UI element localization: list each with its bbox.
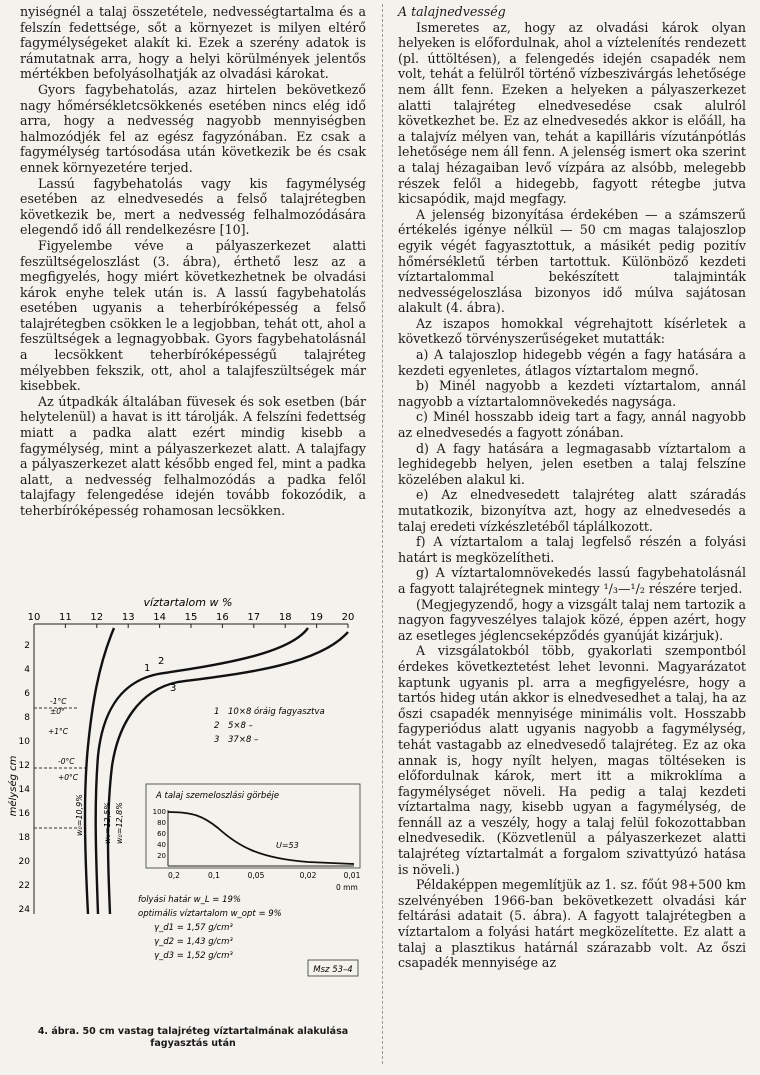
x-tick: 15 <box>184 612 198 623</box>
list-item: d) A fagy hatására a legmagasabb víztartalom a leghidegebb helyen, jelen esetben a talaj felszíne közelében alakul ki. <box>398 440 746 487</box>
inset-x-tick: 0,2 <box>168 871 180 880</box>
curve-label: 3 <box>170 683 177 694</box>
figure-4 <box>8 596 368 1044</box>
y-tick: 2 <box>24 641 30 651</box>
inset-x-tick: 0,01 <box>343 871 361 880</box>
w0-label: w₀=10,9% <box>75 794 84 836</box>
legend-num: 1 <box>214 707 220 717</box>
y-tick: 10 <box>18 737 30 747</box>
x-tick: 14 <box>153 612 166 623</box>
left-column <box>20 4 366 519</box>
x-tick: 13 <box>121 612 135 623</box>
legend-num: 3 <box>214 735 220 745</box>
y-axis-label: mélység cm <box>8 755 19 817</box>
prop-line: γ_d1 = 1,57 g/cm³ <box>154 923 233 933</box>
curve-2 <box>96 628 308 914</box>
paragraph: Figyelembe véve a pályaszerkezet alatti feszültségeloszlást (3. ábra), érthető lesz az a megfigyelés, hogy miért következhetnek be olvadási károk enyhe telek után is. A lassú fagybehatolás esetében ugyanis a teherbíróképesség a felső talajrétegben csökken le a legjobban, tehát ott, ahol a feszültségek a legnagyobbak. Gyors fagybehatolásnál a lecsökkent teherbíróképességű talajréteg mélyebben fekszik, ott, ahol a talajfeszültségek már kisebbek. <box>20 237 366 394</box>
figure-svg <box>8 596 368 1026</box>
x-tick: 19 <box>310 612 323 623</box>
temp-mark: -1°C <box>50 697 67 706</box>
inset-x-tick: 0,05 <box>247 871 265 880</box>
paragraph: Lassú fagybehatolás vagy kis fagymélység esetében az elnedvesedés a felső talajrétegben következik be, mert a nedvesség felhalmozódására elegendő idő áll rendelkezésre [10]. <box>20 175 366 238</box>
w0-label: w₀=12,5% <box>103 802 112 844</box>
inset-title: A talaj szemeloszlási görbéje <box>156 791 280 801</box>
temp-mark: -0°C <box>58 757 75 766</box>
y-tick: 16 <box>18 809 30 819</box>
inset-y-tick: 80 <box>157 819 166 827</box>
x-tick: 10 <box>27 612 41 623</box>
inset-x-tick: 0,02 <box>299 871 317 880</box>
legend-desc: 5×8 – <box>228 721 253 731</box>
paragraph: Az útpadkák általában füvesek és sok esetben (bár helytelenül) a havat is itt tárolják. A felszíni fedettség miatt a padka alatt ezért mindig kisebb a fagymélység, mint a pályaszerkezet alatt. A talajfagy a pályaszerkezet alatt később enged fel, mint a padka alatt, a nedvesség felhalmozódás a padka felől talajfagy felengedése idején tovább fokozódik, a teherbíróképesség rohamosan lecsökken. <box>20 393 366 518</box>
list-item: c) Minél hosszabb ideig tart a fagy, annál nagyobb az elnedvesedés a fagyott zónában. <box>398 409 746 441</box>
paragraph: nyiségnél a talaj összetétele, nedvességtartalma és a felszín fedettsége, sőt a környezet is milyen eltérő fagymélységeket alakít ki. Ezek a szerény adatok is rámutatnak arra, hogy a helyi körülmények jelentős mértékben befolyásolhatják az olvadási károkat. <box>20 4 366 82</box>
list-item: f) A víztartalom a talaj legfelső részén a folyási határt is megközelítheti. <box>398 534 746 565</box>
temp-mark: +1°C <box>48 727 69 736</box>
paragraph: (Megjegyzendő, hogy a vizsgált talaj nem tartozik a nagyon fagyveszélyes talajok közé, éppen azért, hogy az esetleges jéglencseképződés gyanúját kizárjuk). <box>398 596 746 643</box>
y-tick: 18 <box>18 833 30 843</box>
figure-caption: 4. ábra. 50 cm vastag talajréteg víztartalmának alakulása fagyasztás után <box>37 1026 349 1049</box>
list-item: e) Az elnedvesedett talajréteg alatt száradás mutatkozik, bizonyítva azt, hogy az elnedvesedés a talaj eredeti vízkészletéből táplálkozott. <box>398 487 746 534</box>
inset-y-tick: 100 <box>152 808 166 816</box>
y-tick: 12 <box>18 761 30 771</box>
x-tick-labels <box>28 612 355 623</box>
list-item: g) A víztartalomnövekedés lassú fagybehatolásnál a fagyott talajrétegnek mintegy ¹/₃—¹/₂ részére terjed. <box>398 565 746 596</box>
temp-mark: ±0° <box>50 707 65 716</box>
inset-unit: 0 mm <box>336 883 358 892</box>
x-tick: 12 <box>90 612 104 623</box>
x-tick: 20 <box>341 612 355 623</box>
paragraph: A vizsgálatokból több, gyakorlati szempontból érdekes következtetést lehet levonni. Magyarázatot kaptunk ugyanis pl. arra a megfigyelésre, hogy a tartós hideg után akkor is elnedvesedhet a talaj, ha az őszi csapadék mennyisége minimális volt. Hosszabb fagyperiódus alatt ugyanis nagyobb a fagymélység, tehát vastagabb az elnedvesedő talajréteg. Ez az oka annak is, hogy nyílt helyen, magas töltéseken is előfordulnak károk, mert itt a mikroklíma a fagymélységet növeli. Ha pedig a talaj kezdeti víztartalma nagy, kisebb ugyan a fagymélység, de fennáll az a veszély, hogy a talaj felül fokozottabban elnedvesedik. (Közvetlenül a pályaszerkezet alatti talajréteg víztartalmát a forgalom szivattyúzó hatása is növeli.) <box>398 643 746 877</box>
right-column <box>398 4 746 971</box>
y-tick: 6 <box>24 689 30 699</box>
list-item: a) A talajoszlop hidegebb végén a fagy hatására a kezdeti egyenletes, átlagos víztartalom megnő. <box>398 347 746 378</box>
y-tick: 8 <box>24 713 30 723</box>
x-tick: 16 <box>216 612 229 623</box>
inset-y-tick: 40 <box>157 841 166 849</box>
prop-line: γ_d3 = 1,52 g/cm³ <box>154 951 233 961</box>
section-heading: A talajnedvesség <box>398 4 506 19</box>
x-tick: 18 <box>278 612 292 623</box>
inset-y-ticks <box>153 808 166 860</box>
paragraph: Ismeretes az, hogy az olvadási károk olyan helyeken is előfordulnak, ahol a víztelenítés rendezett (pl. úttöltésen), a felengedés idején csapadék nem volt, tehát a felülről történő vízbeszivárgás lehetősége nem állt fenn. Ezeken a helyeken a pályaszerkezet alatti talajréteg elnedvesedése csak alulról következhet be. Ez az elnedvesedés akkor is előáll, ha a talajvíz mélyen van, tehát a kapilláris vízutánpótlás lehetősége nem áll fenn. A jelenség ismert oka szerint a talaj hézagaiban levő vízpára az alsóbb, melegebb részek felől a hidegebb, fagyott rétegbe jutva kicsapódik, majd megfagy. <box>398 19 746 207</box>
list-item: b) Minél nagyobb a kezdeti víztartalom, annál nagyobb a víztartalomnövekedés nagysága. <box>398 378 746 409</box>
curve-label: 2 <box>158 656 165 667</box>
top-axis-ticks <box>34 624 348 628</box>
inset-y-tick: 60 <box>157 830 166 838</box>
paragraph: Az iszapos homokkal végrehajtott kísérletek a következő törvényszerűségeket mutatták: <box>398 315 746 347</box>
prop-line: folyási határ w_L = 19% <box>138 895 241 905</box>
temperature-marks <box>48 697 79 782</box>
y-tick: 22 <box>18 881 30 891</box>
paragraph: A jelenség bizonyítása érdekében — a számszerű értékelés igénye nélkül — 50 cm magas talajoszlop egyik végét fagyasztottuk, a másikét pedig pozitív hőmérsékletű térben tartottuk. Különböző kezdeti víztartalommal bekészített talajminták nedvességeloszlása bizonyos idő múlva sajátosan alakult (4. ábra). <box>398 206 746 316</box>
column-divider <box>382 4 383 1064</box>
uniformity-label: U=53 <box>276 841 299 850</box>
grain-size-curve <box>168 812 354 864</box>
w0-label: w₀=12,8% <box>115 802 124 844</box>
y-tick: 20 <box>18 857 30 867</box>
x-tick: 11 <box>59 612 72 623</box>
prop-line: γ_d2 = 1,43 g/cm³ <box>154 937 233 947</box>
legend-num: 2 <box>214 721 220 731</box>
temp-mark: +0°C <box>58 773 79 782</box>
top-axis-label: víztartalom w % <box>143 596 233 609</box>
legend <box>214 706 325 745</box>
inset-x-ticks <box>168 871 361 880</box>
y-tick: 24 <box>18 905 30 915</box>
inset-y-tick: 20 <box>157 852 166 860</box>
curve-label: 1 <box>144 663 151 674</box>
y-tick: 14 <box>18 785 30 795</box>
legend-desc: 37×8 – <box>228 735 259 745</box>
y-tick: 4 <box>24 665 30 675</box>
legend-desc: 10×8 óráig fagyasztva <box>228 707 325 717</box>
paragraph: Példaképpen megemlítjük az 1. sz. főút 98+500 km szelvényében 1966-ban bekövetkezett olvadási kár feltárási adatait (5. ábra). A fagyott talajrétegben a víztartalom a folyási határt megközelítette. Ez alatt a talaj a plasztikus határnál szárazabb volt. Az őszi csapadék mennyisége az <box>398 877 746 971</box>
x-tick: 17 <box>247 612 261 623</box>
paragraph: Gyors fagybehatolás, azaz hirtelen bekövetkező nagy hőmérsékletcsökkenés esetében nincs elég idő arra, hogy a nedvesség nagyobb mennyiségben halmozódjék fel az egész fagyzónában. Ez csak a fagymélység tartósodása után következik be és csak ennek környezetére terjed. <box>20 81 366 175</box>
stamp-text: Msz 53–4 <box>313 965 353 975</box>
y-tick-labels <box>19 641 31 915</box>
prop-line: optimális víztartalom w_opt = 9% <box>138 909 282 919</box>
soil-properties <box>138 895 282 961</box>
inset-x-tick: 0,1 <box>208 871 220 880</box>
